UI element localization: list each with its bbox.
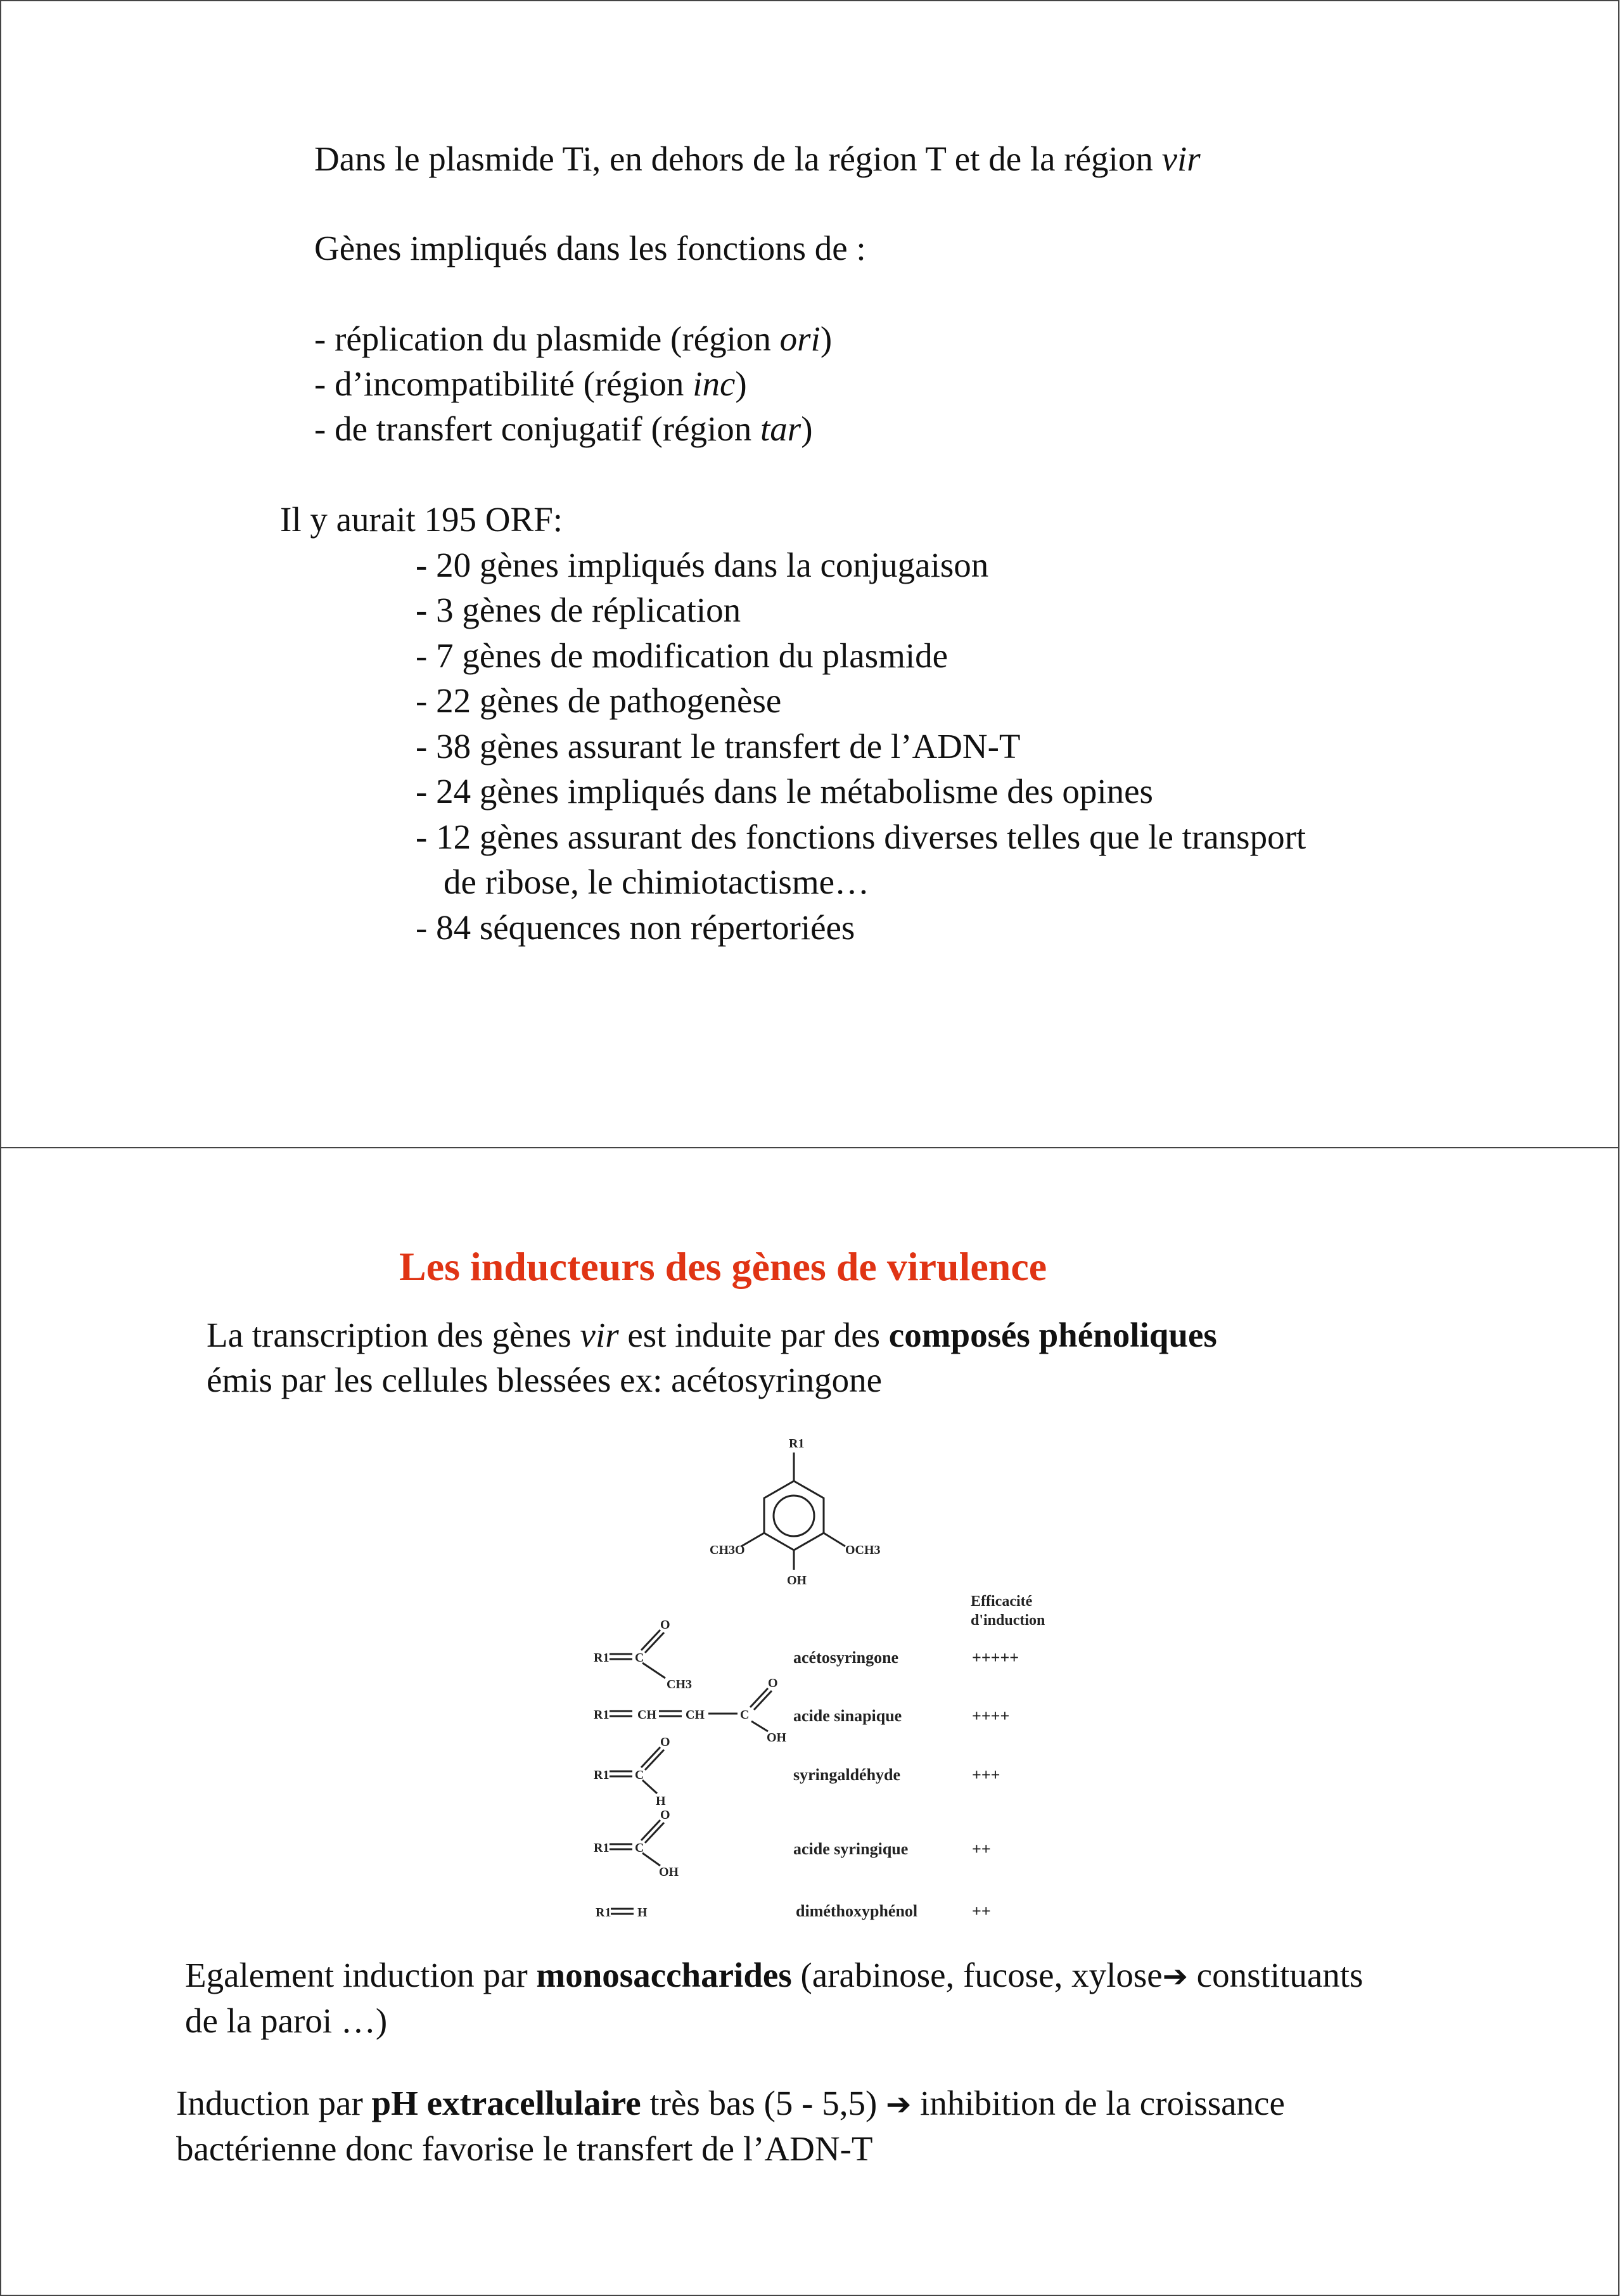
arrow-icon: ➔ [886, 2087, 912, 2122]
transcription-line-1 [207, 1313, 1217, 1357]
ph-text: Induction par [176, 2084, 372, 2122]
monosaccharides-line-1 [185, 1953, 1363, 1999]
efficacy-header: d'induction [971, 1612, 1045, 1629]
function-italic: ori [779, 319, 821, 358]
ph-bold: pH extracellulaire [371, 2084, 641, 2122]
mono-bold: monosaccharides [536, 1956, 792, 1994]
ring-label-bottom: OH [787, 1574, 807, 1587]
group-label: H [637, 1906, 648, 1920]
function-text: - d’incompatibilité (région [314, 364, 693, 403]
compound-name: acide sinapique [793, 1707, 902, 1725]
orf-item: - 24 gènes impliqués dans le métabolisme des opines [416, 772, 1153, 811]
ph-line-2: bactérienne donc favorise le transfert de l’ADN-T [176, 2129, 873, 2168]
function-italic: inc [693, 364, 736, 403]
transcription-line-2: émis par les cellules blessées ex: acétosyringone [207, 1361, 883, 1399]
group-label: R1 [594, 1651, 610, 1665]
group-label: CH3 [667, 1677, 692, 1691]
ph-text: très bas (5 - 5,5) [641, 2084, 886, 2122]
orf-item: - 20 gènes impliqués dans la conjugaison [416, 546, 989, 584]
function-text: - réplication du plasmide (région [314, 319, 780, 358]
orf-item: - 22 gènes de pathogenèse [416, 681, 782, 720]
chemical-structures-figure [572, 1427, 1091, 1934]
orf-item: - 12 gènes assurant des fonctions diverses telles que le transport [416, 818, 1306, 856]
group-label: CH [686, 1708, 705, 1722]
group-label: C [635, 1841, 644, 1855]
compound-name: diméthoxyphénol [796, 1902, 918, 1920]
orf-item: - 38 gènes assurant le transfert de l’ADN-T [416, 727, 1021, 766]
group-label: O [660, 1618, 670, 1632]
orf-heading: Il y aurait 195 ORF: [280, 500, 563, 539]
group-label: R1 [594, 1768, 610, 1782]
compound-efficacy: ++ [972, 1902, 991, 1920]
orf-item: - 7 gènes de modification du plasmide [416, 636, 948, 675]
group-label: R1 [594, 1708, 610, 1722]
intro-line [314, 137, 1201, 181]
intro-text: Dans le plasmide Ti, en dehors de la région T et de la région [314, 139, 1162, 178]
group-label: O [660, 1735, 670, 1749]
compound-efficacy: ++++ [972, 1707, 1010, 1725]
group-label: OH [767, 1731, 787, 1745]
function-text: ) [820, 319, 833, 358]
group-label: O [768, 1676, 778, 1690]
orf-item: - 84 séquences non répertoriées [416, 908, 855, 947]
function-text: ) [801, 409, 813, 448]
arrow-icon: ➔ [1162, 1959, 1188, 1994]
orf-item: - 3 gènes de réplication [416, 591, 741, 629]
mono-text: (arabinose, fucose, xylose [791, 1956, 1163, 1994]
compound-efficacy: ++ [972, 1840, 991, 1858]
group-label: C [740, 1708, 750, 1722]
efficacy-header: Efficacité [971, 1593, 1033, 1610]
aromatic-circle [774, 1496, 814, 1536]
mono-text: Egalement induction par [185, 1956, 537, 1994]
compound-efficacy: +++ [972, 1766, 1000, 1784]
group-label: R1 [594, 1841, 610, 1855]
function-text: - de transfert conjugatif (région [314, 409, 761, 448]
group-label: C [635, 1651, 644, 1665]
function-item [314, 317, 832, 361]
function-item [314, 362, 747, 406]
ph-line-1 [176, 2081, 1285, 2127]
group-label: O [660, 1808, 670, 1822]
mono-text: constituants [1187, 1956, 1363, 1994]
function-text: ) [735, 364, 747, 403]
slide-title: Les inducteurs des gènes de virulence [399, 1244, 1047, 1289]
orf-item-continuation: de ribose, le chimiotactisme… [444, 863, 870, 901]
compound-name: syringaldéhyde [793, 1766, 901, 1784]
genes-heading: Gènes impliqués dans les fonctions de : [314, 229, 866, 267]
transcription-text: est induite par des [618, 1316, 889, 1354]
slide-2 [0, 1147, 1619, 2296]
ring-label-left: CH3O [710, 1543, 745, 1557]
group-label: H [656, 1794, 666, 1808]
intro-italic: vir [1161, 139, 1201, 178]
group-label: C [635, 1768, 644, 1782]
compound-efficacy: +++++ [972, 1648, 1019, 1667]
function-item [314, 407, 813, 451]
group-label: OH [659, 1865, 679, 1879]
compound-name: acétosyringone [793, 1648, 899, 1667]
group-label: CH [637, 1708, 656, 1722]
ring-label-right: OCH3 [845, 1543, 881, 1557]
monosaccharides-line-2: de la paroi …) [185, 2001, 388, 2040]
transcription-text: La transcription des gènes [207, 1316, 580, 1354]
transcription-bold: composés phénoliques [888, 1316, 1217, 1354]
group-label: R1 [596, 1906, 611, 1920]
slide-1 [0, 0, 1619, 1148]
ring-label-top: R1 [789, 1437, 805, 1451]
compound-name: acide syringique [793, 1840, 909, 1858]
transcription-italic: vir [580, 1316, 619, 1354]
ph-text: inhibition de la croissance [911, 2084, 1285, 2122]
function-italic: tar [760, 409, 801, 448]
